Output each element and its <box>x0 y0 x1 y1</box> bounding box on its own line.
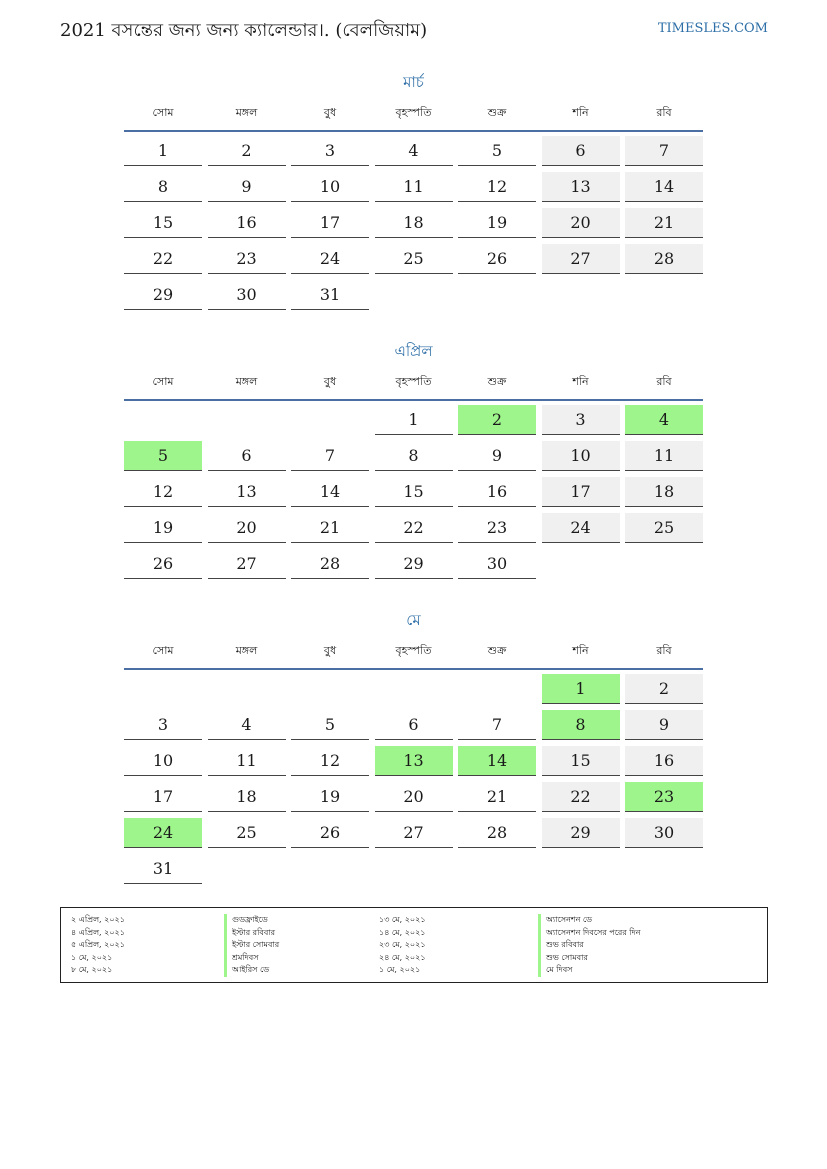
day-cell: 30 <box>458 549 536 579</box>
legend-holiday-name: অ্যাসেনশন দিবসের পরের দিন <box>538 927 641 940</box>
day-cell: 14 <box>291 477 369 507</box>
day-cell: 18 <box>375 208 453 238</box>
legend-date: ১ মে, ২০২১ <box>379 965 421 974</box>
legend-holiday-name: মে দিবস <box>538 964 641 977</box>
day-cell: 5 <box>291 710 369 740</box>
weekday-label: শুক্র <box>487 106 507 119</box>
day-cell: 3 <box>291 136 369 166</box>
day-cell: 15 <box>542 746 620 776</box>
header-divider <box>124 130 703 132</box>
day-cell: 23 <box>208 244 286 274</box>
day-cell: 15 <box>375 477 453 507</box>
legend-holiday-name: শুভ সোমবার <box>538 952 641 965</box>
day-cell: 17 <box>124 782 202 812</box>
day-cell: 3 <box>124 710 202 740</box>
legend-names-col-1 <box>224 914 279 977</box>
weekday-label: সোম <box>152 644 174 657</box>
weekday-label: মঙ্গল <box>235 106 258 119</box>
day-cell: 28 <box>291 549 369 579</box>
weekday-label: শনি <box>572 644 589 657</box>
day-cell: 26 <box>291 818 369 848</box>
day-cell: 1 <box>542 674 620 704</box>
day-cell: 1 <box>375 405 453 435</box>
day-cell: 13 <box>208 477 286 507</box>
legend-dates-col-2 <box>379 914 426 977</box>
day-cell: 24 <box>291 244 369 274</box>
legend-date: ৪ এপ্রিল, ২০২১ <box>71 927 125 937</box>
month-title: মে <box>406 611 421 629</box>
page-title: 2021 বসন্তের জন্য জন্য ক্যালেন্ডার।. (বেলজিয়াম) <box>60 20 428 41</box>
weekday-label: রবি <box>656 375 672 388</box>
day-cell: 28 <box>458 818 536 848</box>
weekday-label: মঙ্গল <box>235 644 258 657</box>
day-cell: 8 <box>375 441 453 471</box>
day-cell: 13 <box>375 746 453 776</box>
legend-date: ২৪ মে, ২০২১ <box>379 952 426 962</box>
day-cell: 31 <box>124 854 202 884</box>
day-cell: 17 <box>291 208 369 238</box>
day-cell: 5 <box>458 136 536 166</box>
day-cell: 31 <box>291 280 369 310</box>
weekday-label: রবি <box>656 106 672 119</box>
weekday-label: মঙ্গল <box>235 375 258 388</box>
legend-names-col-2 <box>538 914 641 977</box>
day-cell: 22 <box>375 513 453 543</box>
day-cell: 9 <box>625 710 703 740</box>
weekday-header-row <box>124 104 703 126</box>
day-cell: 24 <box>124 818 202 848</box>
legend-holiday-name: ইস্টার সোমবার <box>224 939 279 952</box>
weekday-label: বৃহস্পতি <box>395 106 432 119</box>
site-link[interactable]: TIMESLES.COM <box>657 21 768 36</box>
day-cell: 14 <box>625 172 703 202</box>
day-cell: 26 <box>124 549 202 579</box>
day-cell: 25 <box>625 513 703 543</box>
day-cell: 16 <box>458 477 536 507</box>
day-cell: 2 <box>625 674 703 704</box>
day-cell: 7 <box>291 441 369 471</box>
day-cell: 6 <box>542 136 620 166</box>
day-cell: 30 <box>208 280 286 310</box>
day-cell: 10 <box>291 172 369 202</box>
weekday-label: সোম <box>152 106 174 119</box>
day-cell: 7 <box>458 710 536 740</box>
day-cell: 11 <box>375 172 453 202</box>
legend-holiday-name: শ্রমদিবস <box>224 952 279 965</box>
day-cell: 10 <box>124 746 202 776</box>
header-divider <box>124 668 703 670</box>
weekday-label: বৃহস্পতি <box>395 375 432 388</box>
weekday-label: সোম <box>152 375 174 388</box>
month-title: মার্চ <box>403 73 424 91</box>
day-cell: 23 <box>625 782 703 812</box>
day-cell: 2 <box>208 136 286 166</box>
day-cell: 3 <box>542 405 620 435</box>
legend-holiday-name: আইরিস ডে <box>224 964 279 977</box>
day-cell: 27 <box>375 818 453 848</box>
day-cell: 15 <box>124 208 202 238</box>
day-cell: 27 <box>208 549 286 579</box>
day-cell: 20 <box>375 782 453 812</box>
legend-holiday-name: অ্যাসেনশন ডে <box>538 914 641 927</box>
day-cell: 14 <box>458 746 536 776</box>
day-cell: 26 <box>458 244 536 274</box>
legend-date: ৮ মে, ২০২১ <box>71 965 113 974</box>
day-cell: 19 <box>291 782 369 812</box>
day-cell: 2 <box>458 405 536 435</box>
weekday-label: বুধ <box>323 644 337 657</box>
weekday-header-row <box>124 642 703 664</box>
legend-holiday-name: শুভ রবিবার <box>538 939 641 952</box>
day-cell: 30 <box>625 818 703 848</box>
weekday-header-row <box>124 373 703 395</box>
day-cell: 6 <box>375 710 453 740</box>
day-cell: 12 <box>458 172 536 202</box>
weekday-label: শুক্র <box>487 375 507 388</box>
legend-dates-col-1 <box>71 914 125 977</box>
legend-date: ১৪ মে, ২০২১ <box>379 927 426 937</box>
legend-date: ৫ এপ্রিল, ২০২১ <box>71 940 125 949</box>
legend-date: ১৩ মে, ২০২১ <box>379 915 426 924</box>
day-cell: 5 <box>124 441 202 471</box>
day-cell: 19 <box>124 513 202 543</box>
day-cell: 21 <box>625 208 703 238</box>
day-cell: 9 <box>458 441 536 471</box>
legend-holiday-name: গুডফ্রাইডে <box>224 914 279 927</box>
day-cell: 16 <box>208 208 286 238</box>
day-cell: 29 <box>375 549 453 579</box>
day-cell: 27 <box>542 244 620 274</box>
day-cell: 28 <box>625 244 703 274</box>
day-cell: 7 <box>625 136 703 166</box>
day-cell: 1 <box>124 136 202 166</box>
day-cell: 22 <box>124 244 202 274</box>
legend-holiday-name: ইস্টার রবিবার <box>224 927 279 940</box>
weekday-label: শনি <box>572 106 589 119</box>
day-cell: 25 <box>208 818 286 848</box>
day-cell: 13 <box>542 172 620 202</box>
legend-date: ২ এপ্রিল, ২০২১ <box>71 915 125 924</box>
day-cell: 4 <box>208 710 286 740</box>
day-cell: 19 <box>458 208 536 238</box>
holiday-legend <box>60 907 768 983</box>
day-cell: 24 <box>542 513 620 543</box>
day-cell: 20 <box>542 208 620 238</box>
day-cell: 16 <box>625 746 703 776</box>
day-cell: 18 <box>625 477 703 507</box>
page-header <box>60 18 768 46</box>
weekday-label: রবি <box>656 644 672 657</box>
weekday-label: শুক্র <box>487 644 507 657</box>
day-cell: 11 <box>625 441 703 471</box>
day-cell: 21 <box>458 782 536 812</box>
day-cell: 22 <box>542 782 620 812</box>
day-cell: 12 <box>124 477 202 507</box>
weekday-label: বুধ <box>323 375 337 388</box>
day-cell: 8 <box>124 172 202 202</box>
weekday-label: বুধ <box>323 106 337 119</box>
legend-date: ২৩ মে, ২০২১ <box>379 940 426 949</box>
day-cell: 4 <box>375 136 453 166</box>
day-cell: 12 <box>291 746 369 776</box>
legend-date: ১ মে, ২০২১ <box>71 952 113 962</box>
day-cell: 9 <box>208 172 286 202</box>
day-cell: 6 <box>208 441 286 471</box>
day-cell: 29 <box>124 280 202 310</box>
day-cell: 23 <box>458 513 536 543</box>
day-cell: 21 <box>291 513 369 543</box>
day-cell: 11 <box>208 746 286 776</box>
weekday-label: বৃহস্পতি <box>395 644 432 657</box>
day-cell: 20 <box>208 513 286 543</box>
day-cell: 25 <box>375 244 453 274</box>
weekday-label: শনি <box>572 375 589 388</box>
day-cell: 4 <box>625 405 703 435</box>
day-cell: 29 <box>542 818 620 848</box>
header-divider <box>124 399 703 401</box>
day-cell: 8 <box>542 710 620 740</box>
day-cell: 17 <box>542 477 620 507</box>
day-cell: 10 <box>542 441 620 471</box>
day-cell: 18 <box>208 782 286 812</box>
month-title: এপ্রিল <box>394 342 433 360</box>
